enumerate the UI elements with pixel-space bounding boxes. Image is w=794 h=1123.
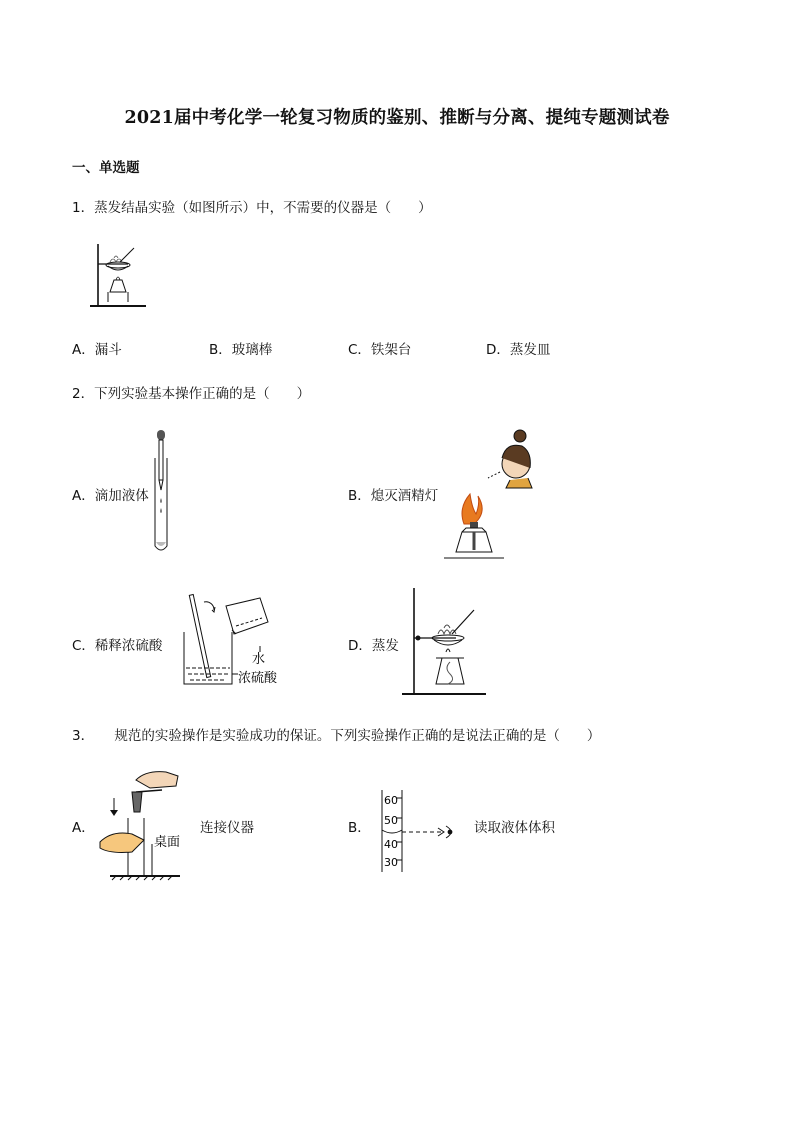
question-2-option-c: C．稀释浓硫酸	[72, 638, 163, 654]
evaporation-apparatus-figure	[88, 240, 148, 308]
question-1-stem: 1．蒸发结晶实验（如图所示）中，不需要的仪器是（ ）	[72, 200, 432, 216]
question-3-stem: 3． 规范的实验操作是实验成功的保证。下列实验操作正确的是说法正确的是（ ）	[72, 728, 601, 744]
tick-label-40: 40	[384, 838, 398, 851]
question-2-option-b: B．熄灭酒精灯	[348, 488, 439, 504]
dilute-acid-figure	[176, 590, 296, 690]
graduated-cylinder-figure	[372, 788, 468, 874]
question-3-option-a-letter: A．	[72, 820, 95, 836]
question-3-option-b-letter: B．	[348, 820, 371, 836]
page-title: 2021届中考化学一轮复习物质的鉴别、推断与分离、提纯专题测试卷	[124, 108, 670, 128]
label-water: 水	[252, 652, 266, 667]
question-1-option-a: A．漏斗	[72, 342, 122, 358]
tick-label-60: 60	[384, 794, 398, 807]
question-1-option-b: B．玻璃棒	[209, 342, 273, 358]
question-2-stem: 2．下列实验基本操作正确的是（ ）	[72, 386, 311, 402]
question-2-option-d: D．蒸发	[348, 638, 399, 654]
tick-label-30: 30	[384, 856, 398, 869]
section-heading: 一、单选题	[72, 160, 140, 176]
question-3-option-a-text: 连接仪器	[200, 820, 254, 836]
blowing-lamp-figure	[440, 428, 536, 562]
question-3-option-b-text: 读取液体体积	[474, 820, 555, 836]
question-1-option-d: D．蒸发皿	[486, 342, 551, 358]
evaporation-stand-figure	[400, 586, 488, 698]
label-desktop: 桌面	[154, 835, 181, 850]
connect-apparatus-figure	[96, 768, 184, 882]
dropper-test-tube-figure	[150, 428, 174, 554]
label-concentrated-acid: 浓硫酸	[238, 671, 278, 686]
question-2-option-a: A．滴加液体	[72, 488, 149, 504]
question-1-option-c: C．铁架台	[348, 342, 412, 358]
tick-label-50: 50	[384, 814, 398, 827]
